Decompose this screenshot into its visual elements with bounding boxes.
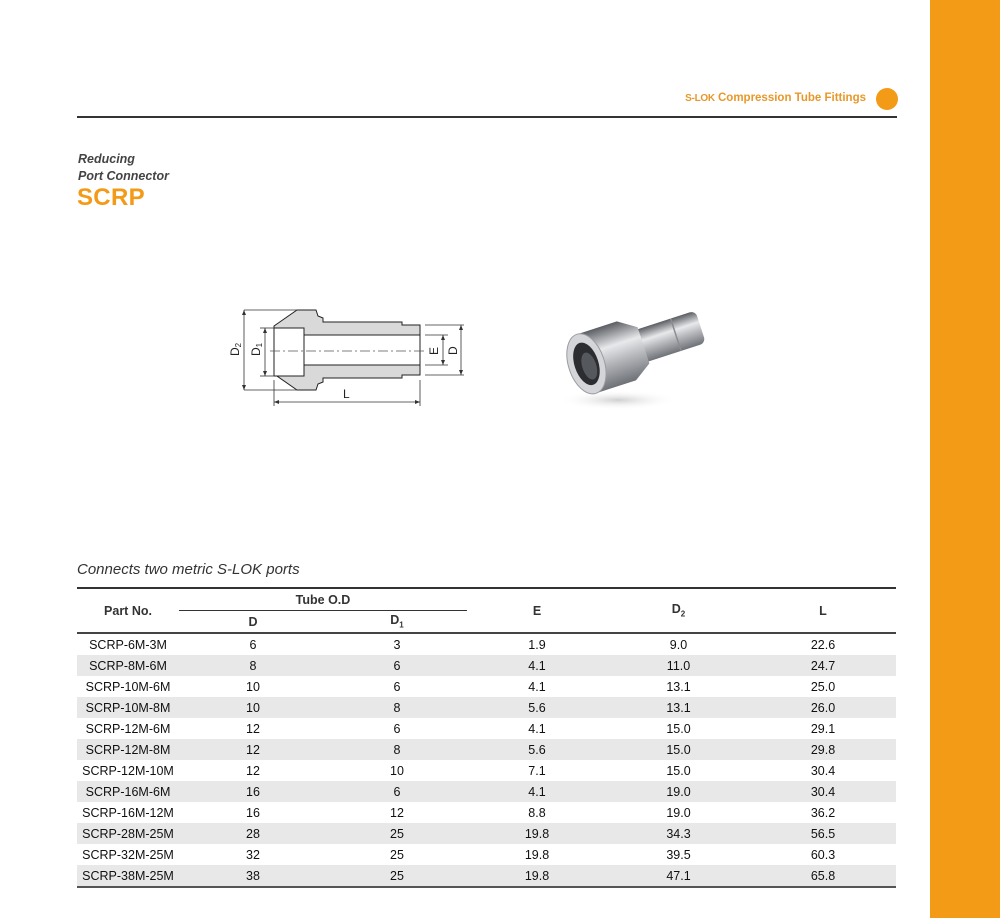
cell-d: 12 [179, 739, 327, 760]
header-e: E [532, 603, 542, 618]
product-subtitle-line2: Port Connector [78, 169, 169, 183]
cell-d2: 9.0 [669, 637, 688, 652]
cell-l: 56.5 [750, 823, 896, 844]
cell-l: 26.0 [750, 697, 896, 718]
cell-d2: 39.5 [666, 847, 691, 862]
cell-e: 1.9 [528, 637, 546, 652]
cell-d: 10 [246, 679, 260, 694]
header-d: D [248, 614, 258, 629]
header-part-no: Part No. [104, 603, 152, 618]
cell-d2: 34.3 [607, 823, 750, 844]
cell-d1: 6 [327, 781, 467, 802]
cell-part: SCRP-16M-12M [82, 805, 174, 820]
cell-e: 8.8 [528, 805, 546, 820]
cell-e: 7.1 [528, 763, 546, 778]
cell-part: SCRP-12M-8M [77, 739, 179, 760]
cell-l: 29.8 [750, 739, 896, 760]
cell-e: 5.6 [467, 697, 607, 718]
orange-side-band [930, 0, 1000, 918]
cell-e: 5.6 [467, 739, 607, 760]
cell-l: 25.0 [810, 679, 836, 694]
header-d1: $D_1$ [390, 613, 404, 630]
cell-d2: 47.1 [607, 865, 750, 887]
cell-d1: 6 [327, 655, 467, 676]
product-code: SCRP [77, 184, 145, 211]
technical-drawing [222, 296, 472, 411]
cell-d: 16 [246, 805, 260, 820]
cell-d2: 13.1 [666, 679, 691, 694]
cell-e: 4.1 [467, 655, 607, 676]
cell-part: SCRP-8M-6M [77, 655, 179, 676]
cell-d1: 6 [393, 679, 401, 694]
cell-d2: 11.0 [607, 655, 750, 676]
header-tube-od: Tube O.D [179, 588, 467, 611]
cell-l: 30.4 [810, 763, 836, 778]
table-caption: Connects two metric S-LOK ports [77, 561, 300, 578]
cell-part: SCRP-12M-6M [85, 721, 171, 736]
product-subtitle-line1: Reducing [78, 152, 135, 166]
table-row [77, 823, 896, 844]
port-bore [274, 328, 304, 376]
cell-d1: 25 [390, 847, 404, 862]
dim-label-l: L [343, 387, 350, 401]
cell-d2: 15.0 [666, 763, 691, 778]
cell-d1: 25 [327, 823, 467, 844]
cell-e: 4.1 [528, 679, 546, 694]
cell-d: 38 [179, 865, 327, 887]
cell-d1: 3 [393, 637, 401, 652]
cell-d: 16 [179, 781, 327, 802]
section-name: Compression Tube Fittings [717, 92, 866, 104]
dim-label-d1: D1 [249, 342, 264, 356]
tube-bore [304, 335, 420, 365]
cell-d1: 25 [327, 865, 467, 887]
cell-d2: 13.1 [607, 697, 750, 718]
cell-l: 60.3 [810, 847, 836, 862]
cell-part: SCRP-12M-10M [82, 763, 174, 778]
dim-label-d: D [446, 346, 460, 355]
cell-d1: 6 [393, 721, 401, 736]
header-l: L [819, 603, 827, 618]
cell-d1: 8 [327, 739, 467, 760]
header-divider [77, 116, 897, 118]
dim-label-e: E [427, 346, 441, 355]
cell-d: 12 [246, 763, 260, 778]
cell-d: 6 [249, 637, 257, 652]
catalog-section-title [600, 92, 866, 104]
table-row [77, 844, 896, 865]
cell-e: 19.8 [467, 865, 607, 887]
table-row [77, 718, 896, 739]
cell-e: 4.1 [528, 721, 546, 736]
cell-d: 32 [246, 847, 260, 862]
cell-l: 36.2 [810, 805, 836, 820]
cell-part: SCRP-16M-6M [77, 781, 179, 802]
brand-name: S-LOK [685, 93, 715, 104]
cell-d1: 8 [327, 697, 467, 718]
table-row [77, 781, 896, 802]
header-d2: $D_2$ [671, 602, 686, 619]
cell-d2: 19.0 [666, 805, 691, 820]
cell-e: 19.8 [524, 847, 550, 862]
cell-l: 65.8 [750, 865, 896, 887]
table-row [77, 760, 896, 781]
cell-d: 28 [179, 823, 327, 844]
table-row [77, 802, 896, 823]
cell-l: 30.4 [750, 781, 896, 802]
orange-dot-icon [876, 88, 898, 110]
product-photo [548, 300, 718, 415]
cell-part: SCRP-10M-6M [85, 679, 171, 694]
cell-part: SCRP-10M-8M [77, 697, 179, 718]
cell-e: 19.8 [467, 823, 607, 844]
table-row [77, 676, 896, 697]
table-row [77, 655, 896, 676]
cell-d2: 15.0 [607, 739, 750, 760]
cell-part: SCRP-6M-3M [89, 637, 167, 652]
cell-part: SCRP-28M-25M [77, 823, 179, 844]
cell-d: 10 [179, 697, 327, 718]
cell-d2: 19.0 [607, 781, 750, 802]
table-row [77, 865, 896, 887]
table-row [77, 633, 896, 655]
dim-label-d2: D2 [228, 342, 243, 356]
cell-e: 4.1 [467, 781, 607, 802]
cell-part: SCRP-38M-25M [77, 865, 179, 887]
cell-d: 8 [179, 655, 327, 676]
cell-d1: 10 [390, 763, 404, 778]
cell-l: 24.7 [750, 655, 896, 676]
cell-d2: 15.0 [666, 721, 691, 736]
cell-part: SCRP-32M-25M [82, 847, 174, 862]
cell-l: 29.1 [810, 721, 836, 736]
dimensions-table [77, 587, 896, 888]
cell-l: 22.6 [810, 637, 836, 652]
cell-d: 12 [246, 721, 260, 736]
cell-d1: 12 [390, 805, 404, 820]
table-row [77, 739, 896, 760]
table-row [77, 697, 896, 718]
